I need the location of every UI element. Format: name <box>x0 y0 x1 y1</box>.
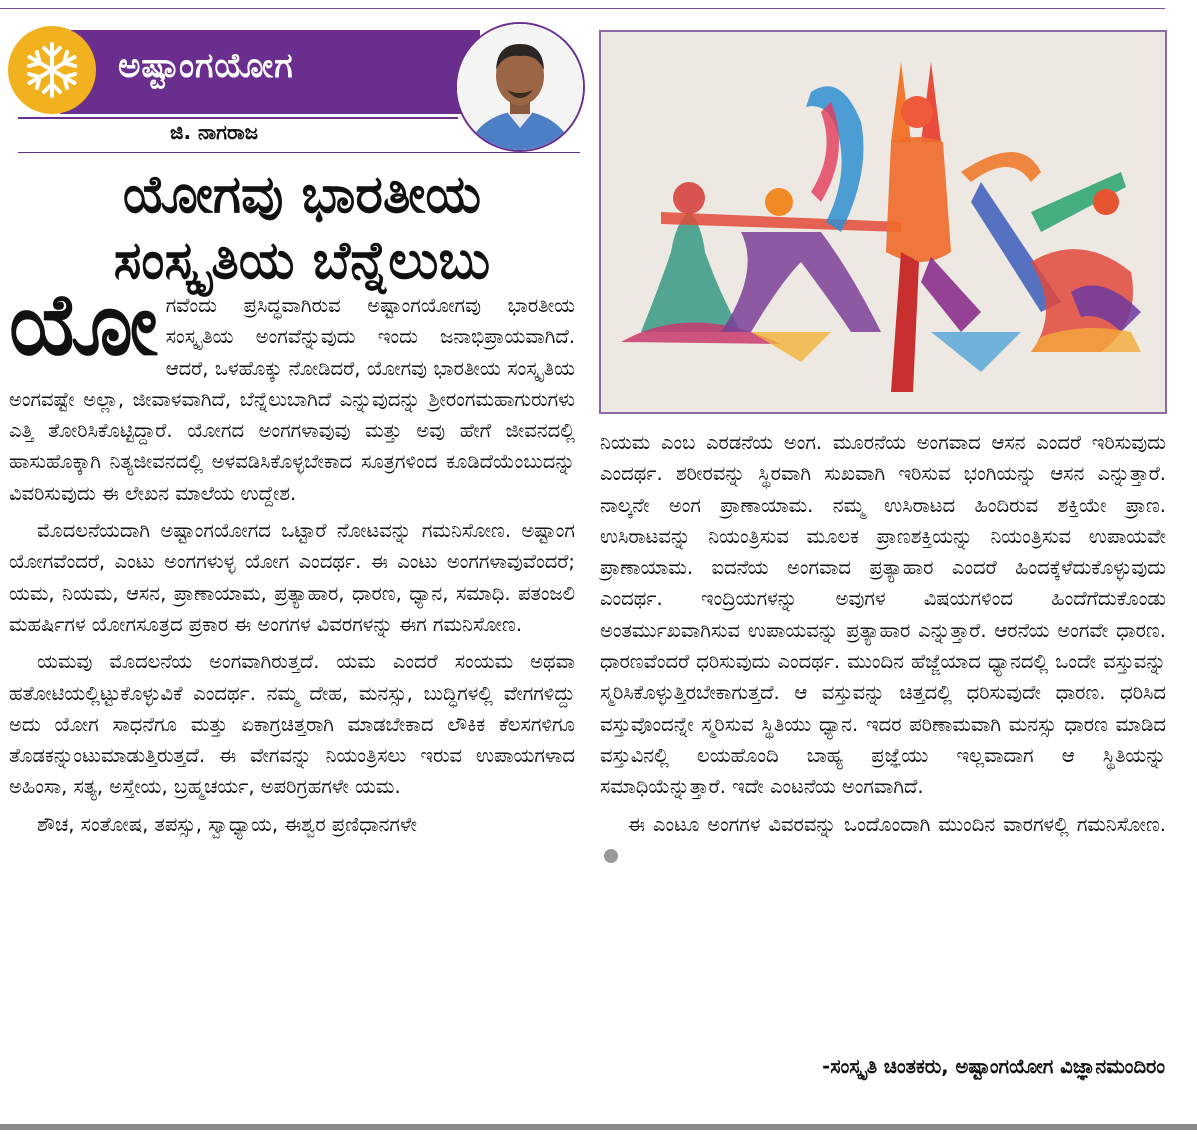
author-photo <box>455 22 585 152</box>
drop-cap: ಯೋ <box>9 275 158 375</box>
headline-line-2: ಸಂಸ್ಕೃತಿಯ ಬೆನ್ನೆಲುಬು <box>113 231 491 291</box>
header-divider <box>18 117 458 119</box>
paragraph-3: ಯಮವು ಮೊದಲನೆಯ ಅಂಗವಾಗಿರುತ್ತದೆ. ಯಮ ಎಂದರೆ ಸಂಯಮ ಅಥವಾ ಹತೋಟಿಯಲ್ಲಿಟ್ಟುಕೊಳ್ಳುವಿಕೆ ಎಂದರ್ಥ. ನಮ್ಮ ದೇಹ, ಮನಸ್ಸು, ಬುದ್ಧಿಗಳಲ್ಲಿ ವೇಗಗಳಿದ್ದು ಅದು ಯೋಗ ಸಾಧನೆಗೂ ಮತ್ತು ಏಕಾಗ್ರಚಿತ್ತರಾಗಿ ಮಾಡಬೇಕಾದ ಲೌಕಿಕ ಕೆಲಸಗಳಿಗೂ ತೊಡಕನ್ನುಂಟುಮಾಡುತ್ತಿರುತ್ತದೆ. ಈ ವೇಗವನ್ನು ನಿಯಂತ್ರಿಸಲು ಇರುವ ಉಪಾಯಗಳಾದ ಅಹಿಂಸಾ, ಸತ್ಯ, ಅಸ್ತೇಯ, ಬ್ರಹ್ಮಚರ್ಯ, ಅಪರಿಗ್ರಹಗಳೇ ಯಮ. <box>9 650 575 799</box>
top-rule <box>0 8 1165 9</box>
paragraph-1-text: ಗವೆಂದು ಪ್ರಸಿದ್ಧವಾಗಿರುವ ಅಷ್ಟಾಂಗಯೋಗವು ಭಾರತೀಯ ಸಂಸ್ಕೃತಿಯ ಅಂಗವೆನ್ನುವುದು ಇಂದು ಜನಾಭಿಪ್ರಾಯವಾಗಿದೆ. ಆದರೆ, ಒಳಹೊಕ್ಕು ನೋಡಿದರೆ, ಯೋಗವು ಭಾರತೀಯ ಸಂಸ್ಕೃತಿಯ ಅಂಗವಷ್ಟೇ ಅಲ್ಲಾ, ಜೀವಾಳವಾಗಿದೆ, ಬೆನ್ನೆಲುಬಾಗಿದೆ ಎನ್ನುವುದನ್ನು ಶ್ರೀರಂಗಮಹಾಗುರುಗಳು ಎತ್ತಿ ತೋರಿಸಿಕೊಟ್ಟಿದ್ದಾರೆ. ಯೋಗದ ಅಂಗಗಳಾವುವು ಮತ್ತು ಅವು ಹೇಗೆ ಜೀವನದಲ್ಲಿ ಹಾಸುಹೊಕ್ಕಾಗಿ ನಿತ್ಯಜೀವನದಲ್ಲಿ ಅಳವಡಿಸಿಕೊಳ್ಳಬೇಕಾದ ಸೂತ್ರಗಳಿಂದ ಕೂಡಿದೆಯೆಂಬುದನ್ನು ವಿವರಿಸುವುದು ಈ ಲೇಖನ ಮಾಲೆಯ ಉದ್ದೇಶ. <box>9 294 575 505</box>
yoga-illustration <box>599 30 1167 414</box>
paragraph-2: ಮೊದಲನೆಯದಾಗಿ ಅಷ್ಟಾಂಗಯೋಗದ ಒಟ್ಟಾರೆ ನೋಟವನ್ನು ಗಮನಿಸೋಣ. ಅಷ್ಟಾಂಗ ಯೋಗವೆಂದರೆ, ಎಂಟು ಅಂಗಗಳುಳ್ಳ ಯೋಗ ಎಂದರ್ಥ. ಈ ಎಂಟು ಅಂಗಗಳಾವುವೆಂದರೆ; ಯಮ, ನಿಯಮ, ಆಸನ, ಪ್ರಾಣಾಯಾಮ, ಪ್ರತ್ಯಾಹಾರ, ಧಾರಣ, ಧ್ಯಾನ, ಸಮಾಧಿ. ಪತಂಜಲಿ ಮಹರ್ಷಿಗಳ ಯೋಗಸೂತ್ರದ ಪ್ರಕಾರ ಈ ಅಂಗಗಳ ವಿವರಗಳನ್ನು ಈಗ ಗಮನಿಸೋಣ. <box>9 519 575 636</box>
snowflake-icon <box>20 38 84 102</box>
author-divider <box>18 152 580 153</box>
paragraph-5: ನಿಯಮ ಎಂಬ ಎರಡನೆಯ ಅಂಗ. ಮೂರನೆಯ ಅಂಗವಾದ ಆಸನ ಎಂದರೆ ಇರಿಸುವುದು ಎಂದರ್ಥ. ಶರೀರವನ್ನು ಸ್ಥಿರವಾಗಿ ಸುಖವಾಗಿ ಇರಿಸುವ ಭಂಗಿಯನ್ನು ಆಸನ ಎನ್ನುತ್ತಾರೆ. ನಾಲ್ಕನೇ ಅಂಗ ಪ್ರಾಣಾಯಾಮ. ನಮ್ಮ ಉಸಿರಾಟದ ಹಿಂದಿರುವ ಶಕ್ತಿಯೇ ಪ್ರಾಣ. ಉಸಿರಾಟವನ್ನು ನಿಯಂತ್ರಿಸುವ ಮೂಲಕ ಪ್ರಾಣಶಕ್ತಿಯನ್ನು ನಿಯಂತ್ರಿಸುವ ಉಪಾಯವೇ ಪ್ರಾಣಾಯಾಮ. ಐದನೆಯ ಅಂಗವಾದ ಪ್ರತ್ಯಾಹಾರ ಎಂದರೆ ಹಿಂದಕ್ಕೆಳೆದುಕೊಳ್ಳುವುದು ಎಂದರ್ಥ. ಇಂದ್ರಿಯಗಳನ್ನು ಅವುಗಳ ವಿಷಯಗಳಿಂದ ಹಿಂದೆಗೆದುಕೊಂಡು ಅಂತರ್ಮುಖವಾಗಿಸುವ ಉಪಾಯವನ್ನು ಪ್ರತ್ಯಾಹಾರ ಎನ್ನುತ್ತಾರೆ. ಆರನೆಯ ಅಂಗವೇ ಧಾರಣ. ಧಾರಣವೆಂದರೆ ಧರಿಸುವುದು ಎಂದರ್ಥ. ಮುಂದಿನ ಹೆಜ್ಜೆಯಾದ ಧ್ಯಾನದಲ್ಲಿ ಒಂದೇ ವಸ್ತುವನ್ನು ಸ್ಮರಿಸಿಕೊಳ್ಳುತ್ತಿರಬೇಕಾಗುತ್ತದೆ. ಆ ವಸ್ತುವನ್ನು ಚಿತ್ತದಲ್ಲಿ ಧರಿಸುವುದೇ ಧಾರಣ. ಧರಿಸಿದ ವಸ್ತುವೊಂದನ್ನೇ ಸ್ಮರಿಸುವ ಸ್ಥಿತಿಯು ಧ್ಯಾನ. ಇದರ ಪರಿಣಾಮವಾಗಿ ಮನಸ್ಸು ಧಾರಣ ಮಾಡಿದ ವಸ್ತುವಿನಲ್ಲಿ ಲಯಹೊಂದಿ ಬಾಹ್ಯ ಪ್ರಜ್ಞೆಯು ಇಲ್ಲವಾದಾಗ ಆ ಸ್ಥಿತಿಯನ್ನು ಸಮಾಧಿಯೆನ್ನುತ್ತಾರೆ. ಇದೇ ಎಂಟನೆಯ ಅಂಗವಾಗಿದೆ. <box>600 431 1166 799</box>
section-logo <box>8 26 96 114</box>
byline: -ಸಂಸ್ಕೃತಿ ಚಿಂತಕರು, ಅಷ್ಟಾಂಗಯೋಗ ವಿಜ್ಞಾನಮಂದಿರಂ <box>822 1055 1165 1078</box>
end-mark-icon <box>604 849 618 863</box>
headline-line-1: ಯೋಗವು ಭಾರತೀಯ <box>122 165 482 225</box>
paragraph-6-text: ಈ ಎಂಟೂ ಅಂಗಗಳ ವಿವರವನ್ನು ಒಂದೊಂದಾಗಿ ಮುಂದಿನ ವಾರಗಳಲ್ಲಿ ಗಮನಿಸೋಣ. <box>628 812 1166 836</box>
author-name: ಜಿ. ನಾಗರಾಜ <box>170 120 259 144</box>
paragraph-6 <box>600 809 1166 872</box>
bottom-rule <box>0 1124 1197 1130</box>
section-title: ಅಷ್ಟಾಂಗಯೋಗ <box>118 46 294 86</box>
article-column-2 <box>600 427 1166 871</box>
article-column-1 <box>9 275 575 840</box>
paragraph-1 <box>9 275 575 509</box>
paragraph-4: ಶೌಚ, ಸಂತೋಷ, ತಪಸ್ಸು, ಸ್ವಾಧ್ಯಾಯ, ಈಶ್ವರ ಪ್ರಣಿಧಾನಗಳೇ <box>37 812 417 836</box>
